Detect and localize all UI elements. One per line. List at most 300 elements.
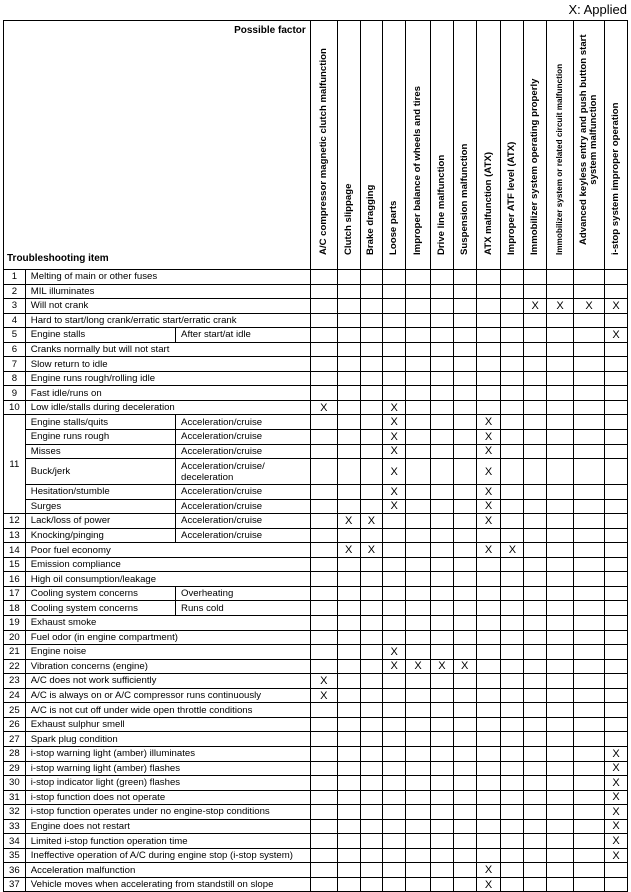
factor-cell	[431, 485, 454, 500]
factor-cell	[310, 357, 337, 372]
factor-cell	[574, 616, 605, 631]
factor-cell	[431, 703, 454, 718]
troubleshooting-item: Hard to start/long crank/erratic start/erratic crank	[25, 313, 310, 328]
factor-cell	[605, 659, 628, 674]
factor-cell	[501, 717, 524, 732]
factor-cell	[453, 790, 476, 805]
factor-cell	[337, 459, 360, 485]
factor-cell	[360, 805, 383, 820]
factor-cell	[501, 485, 524, 500]
factor-cell	[337, 270, 360, 285]
factor-cell	[406, 270, 431, 285]
factor-cell	[501, 342, 524, 357]
applied-mark: X	[390, 401, 398, 414]
factor-cell	[337, 528, 360, 543]
factor-cell	[501, 877, 524, 892]
factor-cell	[524, 877, 547, 892]
row-number: 14	[4, 543, 26, 558]
factor-cell	[310, 848, 337, 863]
factor-header-8	[501, 21, 524, 270]
factor-cell	[524, 805, 547, 820]
row-number: 21	[4, 645, 26, 660]
applied-mark: X	[612, 835, 620, 847]
factor-cell	[337, 328, 360, 343]
factor-cell	[605, 313, 628, 328]
troubleshooting-item: A/C does not work sufficiently	[25, 674, 310, 689]
factor-cell	[406, 328, 431, 343]
factor-cell	[406, 717, 431, 732]
factor-cell	[337, 400, 360, 415]
factor-cell	[453, 284, 476, 299]
factor-cell	[476, 430, 501, 445]
factor-cell	[547, 284, 574, 299]
factor-cell	[547, 805, 574, 820]
factor-cell	[383, 514, 406, 529]
factor-cell	[476, 717, 501, 732]
factor-cell	[547, 328, 574, 343]
applied-mark: X	[484, 878, 493, 891]
factor-cell	[524, 703, 547, 718]
factor-cell	[383, 848, 406, 863]
factor-cell	[547, 459, 574, 485]
factor-cell	[574, 299, 605, 314]
table-row	[4, 645, 628, 660]
factor-cell	[453, 863, 476, 878]
factor-cell	[337, 371, 360, 386]
factor-cell	[431, 805, 454, 820]
table-row	[4, 572, 628, 587]
factor-cell	[524, 430, 547, 445]
factor-cell	[383, 645, 406, 660]
applied-mark: X	[612, 747, 620, 760]
factor-cell	[310, 313, 337, 328]
factor-cell	[383, 601, 406, 616]
table-row	[4, 776, 628, 791]
applied-mark: X	[508, 544, 517, 557]
factor-cell	[310, 444, 337, 459]
factor-cell	[453, 877, 476, 892]
factor-cell	[524, 543, 547, 558]
table-row	[4, 313, 628, 328]
factor-cell	[524, 342, 547, 357]
factor-cell	[547, 877, 574, 892]
applied-mark: X	[390, 485, 398, 498]
factor-cell	[337, 572, 360, 587]
factor-cell	[310, 299, 337, 314]
factor-cell	[501, 732, 524, 747]
factor-cell	[574, 386, 605, 401]
applied-mark: X	[556, 299, 564, 312]
factor-cell	[431, 371, 454, 386]
factor-cell	[605, 485, 628, 500]
factor-cell	[476, 371, 501, 386]
factor-cell	[453, 357, 476, 372]
factor-cell	[383, 717, 406, 732]
factor-cell	[406, 674, 431, 689]
factor-label	[484, 152, 494, 255]
factor-header-9	[524, 21, 547, 270]
factor-cell	[431, 761, 454, 776]
factor-cell	[431, 572, 454, 587]
factor-cell	[383, 270, 406, 285]
factor-cell	[453, 834, 476, 849]
troubleshooting-item: Poor fuel economy	[25, 543, 310, 558]
factor-cell	[605, 528, 628, 543]
applied-mark: X	[367, 514, 376, 527]
factor-cell	[476, 528, 501, 543]
factor-cell	[310, 659, 337, 674]
factor-cell	[605, 386, 628, 401]
factor-cell	[574, 543, 605, 558]
factor-cell	[574, 790, 605, 805]
row-number: 23	[4, 674, 26, 689]
factor-cell	[431, 299, 454, 314]
factor-cell	[310, 703, 337, 718]
factor-cell	[431, 342, 454, 357]
troubleshooting-item: Limited i-stop function operation time	[25, 834, 310, 849]
factor-cell	[360, 543, 383, 558]
factor-cell	[605, 616, 628, 631]
factor-cell	[431, 270, 454, 285]
factor-cell	[406, 357, 431, 372]
factor-cell	[605, 415, 628, 430]
factor-cell	[524, 688, 547, 703]
factor-cell	[360, 819, 383, 834]
factor-cell	[453, 514, 476, 529]
factor-cell	[453, 819, 476, 834]
factor-label-line: Immobilizer system or related circuit malfunction	[555, 63, 565, 255]
applied-mark: X	[344, 514, 353, 527]
factor-cell	[337, 630, 360, 645]
troubleshooting-item: Will not crank	[25, 299, 310, 314]
row-number: 7	[4, 357, 26, 372]
factor-cell	[524, 761, 547, 776]
factor-cell	[337, 499, 360, 514]
factor-cell	[431, 499, 454, 514]
condition: Acceleration/cruise	[176, 415, 311, 430]
factor-cell	[547, 514, 574, 529]
factor-cell	[476, 877, 501, 892]
factor-cell	[547, 270, 574, 285]
factor-cell	[574, 357, 605, 372]
factor-cell	[605, 284, 628, 299]
factor-cell	[406, 761, 431, 776]
factor-cell	[574, 328, 605, 343]
factor-label	[319, 48, 329, 255]
factor-cell	[360, 732, 383, 747]
factor-cell	[431, 776, 454, 791]
factor-cell	[337, 313, 360, 328]
factor-cell	[453, 459, 476, 485]
row-number: 27	[4, 732, 26, 747]
troubleshooting-item: Engine stalls	[25, 328, 175, 343]
applied-mark: X	[484, 485, 493, 498]
row-number: 33	[4, 819, 26, 834]
row-number: 28	[4, 746, 26, 761]
factor-cell	[406, 371, 431, 386]
factor-cell	[605, 514, 628, 529]
factor-cell	[574, 342, 605, 357]
factor-cell	[383, 371, 406, 386]
legend-applied: X: Applied	[568, 2, 627, 17]
applied-mark: X	[612, 791, 620, 804]
factor-cell	[406, 732, 431, 747]
factor-cell	[383, 674, 406, 689]
table-row	[4, 543, 628, 558]
factor-cell	[547, 430, 574, 445]
factor-cell	[406, 528, 431, 543]
table-row	[4, 601, 628, 616]
row-number: 4	[4, 313, 26, 328]
factor-cell	[476, 444, 501, 459]
table-row	[4, 717, 628, 732]
factor-cell	[406, 616, 431, 631]
factor-cell	[476, 400, 501, 415]
factor-cell	[501, 543, 524, 558]
factor-cell	[406, 459, 431, 485]
troubleshooting-item: Melting of main or other fuses	[25, 270, 310, 285]
factor-cell	[547, 834, 574, 849]
factor-cell	[310, 499, 337, 514]
troubleshooting-item: Slow return to idle	[25, 357, 310, 372]
factor-label-line: system malfunction	[588, 94, 600, 185]
condition: Acceleration/cruise	[176, 444, 311, 459]
factor-cell	[383, 703, 406, 718]
factor-cell	[574, 270, 605, 285]
factor-cell	[383, 776, 406, 791]
factor-cell	[605, 746, 628, 761]
row-number: 29	[4, 761, 26, 776]
factor-cell	[453, 444, 476, 459]
applied-mark: X	[612, 849, 620, 862]
factor-cell	[547, 557, 574, 572]
factor-cell	[360, 630, 383, 645]
factor-cell	[476, 746, 501, 761]
factor-cell	[574, 444, 605, 459]
factor-cell	[524, 616, 547, 631]
factor-label-line: ATX malfunction (ATX)	[482, 151, 494, 255]
factor-cell	[605, 848, 628, 863]
factor-cell	[310, 400, 337, 415]
factor-cell	[574, 761, 605, 776]
table-row	[4, 703, 628, 718]
troubleshooting-item: Ineffective operation of A/C during engine stop (i-stop system)	[25, 848, 310, 863]
factor-cell	[310, 819, 337, 834]
factor-cell	[360, 415, 383, 430]
factor-cell	[310, 863, 337, 878]
factor-cell	[524, 819, 547, 834]
factor-cell	[360, 485, 383, 500]
factor-cell	[360, 746, 383, 761]
factor-cell	[501, 270, 524, 285]
factor-cell	[501, 674, 524, 689]
factor-cell	[547, 848, 574, 863]
factor-cell	[431, 790, 454, 805]
factor-label-line: i-stop system improper operation	[610, 102, 622, 255]
factor-cell	[524, 645, 547, 660]
troubleshooting-item: High oil consumption/leakage	[25, 572, 310, 587]
factor-cell	[501, 703, 524, 718]
factor-cell	[310, 371, 337, 386]
factor-cell	[310, 761, 337, 776]
factor-cell	[310, 342, 337, 357]
factor-cell	[501, 848, 524, 863]
factor-cell	[310, 877, 337, 892]
factor-label	[611, 103, 621, 255]
table-row	[4, 499, 628, 514]
factor-cell	[337, 688, 360, 703]
troubleshooting-item: Engine does not restart	[25, 819, 310, 834]
applied-mark: X	[484, 416, 493, 429]
factor-cell	[360, 688, 383, 703]
factor-cell	[574, 834, 605, 849]
factor-cell	[501, 761, 524, 776]
factor-cell	[453, 630, 476, 645]
factor-cell	[524, 444, 547, 459]
table-row	[4, 386, 628, 401]
factor-cell	[406, 688, 431, 703]
factor-cell	[453, 313, 476, 328]
factor-cell	[310, 528, 337, 543]
table-row	[4, 430, 628, 445]
factor-cell	[524, 313, 547, 328]
row-number: 9	[4, 386, 26, 401]
troubleshooting-item: Vibration concerns (engine)	[25, 659, 310, 674]
factor-cell	[310, 790, 337, 805]
factor-header-11	[574, 21, 605, 270]
factor-cell	[476, 270, 501, 285]
factor-cell	[406, 415, 431, 430]
factor-cell	[605, 688, 628, 703]
troubleshooting-item: Exhaust sulphur smell	[25, 717, 310, 732]
factor-cell	[337, 805, 360, 820]
factor-cell	[431, 616, 454, 631]
factor-cell	[524, 863, 547, 878]
factor-cell	[453, 543, 476, 558]
factor-header-2	[360, 21, 383, 270]
factor-cell	[383, 400, 406, 415]
factor-cell	[453, 386, 476, 401]
factor-label	[366, 185, 376, 255]
applied-mark: X	[390, 430, 398, 443]
factor-cell	[605, 834, 628, 849]
row-number: 31	[4, 790, 26, 805]
factor-cell	[383, 328, 406, 343]
factor-cell	[453, 703, 476, 718]
factor-cell	[383, 732, 406, 747]
factor-cell	[501, 645, 524, 660]
troubleshooting-item: i-stop function does not operate	[25, 790, 310, 805]
factor-cell	[605, 357, 628, 372]
factor-cell	[431, 630, 454, 645]
row-number: 1	[4, 270, 26, 285]
row-number: 19	[4, 616, 26, 631]
factor-cell	[547, 572, 574, 587]
factor-cell	[406, 790, 431, 805]
factor-cell	[337, 430, 360, 445]
factor-cell	[605, 543, 628, 558]
factor-cell	[453, 400, 476, 415]
factor-cell	[431, 688, 454, 703]
factor-cell	[574, 313, 605, 328]
troubleshooting-item: Engine stalls/quits	[25, 415, 175, 430]
factor-cell	[406, 430, 431, 445]
factor-cell	[524, 834, 547, 849]
factor-cell	[605, 703, 628, 718]
table-row	[4, 877, 628, 892]
factor-cell	[476, 776, 501, 791]
factor-cell	[574, 400, 605, 415]
row-number: 37	[4, 877, 26, 892]
table-row	[4, 586, 628, 601]
factor-cell	[574, 284, 605, 299]
factor-cell	[524, 776, 547, 791]
factor-cell	[524, 386, 547, 401]
factor-cell	[547, 790, 574, 805]
factor-header-0	[310, 21, 337, 270]
table-row	[4, 557, 628, 572]
applied-mark: X	[484, 430, 493, 443]
factor-cell	[337, 790, 360, 805]
factor-label-line: Improper ATF level (ATX)	[506, 141, 518, 255]
factor-cell	[476, 688, 501, 703]
factor-cell	[406, 284, 431, 299]
factor-cell	[574, 703, 605, 718]
factor-label	[530, 79, 540, 255]
row-number: 20	[4, 630, 26, 645]
factor-cell	[453, 499, 476, 514]
factor-cell	[476, 848, 501, 863]
factor-cell	[337, 645, 360, 660]
matrix-table	[3, 20, 628, 892]
factor-cell	[501, 459, 524, 485]
troubleshooting-item: Acceleration malfunction	[25, 863, 310, 878]
factor-cell	[453, 528, 476, 543]
factor-label-line: Clutch slippage	[342, 183, 354, 255]
condition: Runs cold	[176, 601, 311, 616]
factor-cell	[453, 732, 476, 747]
factor-label	[344, 184, 354, 255]
troubleshooting-item-label: Troubleshooting item	[7, 253, 109, 264]
factor-cell	[406, 863, 431, 878]
factor-cell	[574, 659, 605, 674]
factor-cell	[574, 459, 605, 485]
row-number: 16	[4, 572, 26, 587]
row-number: 6	[4, 342, 26, 357]
factor-cell	[383, 746, 406, 761]
table-row	[4, 848, 628, 863]
applied-mark: X	[612, 820, 620, 833]
possible-factor-label: Possible factor	[234, 25, 306, 36]
factor-cell	[524, 371, 547, 386]
factor-cell	[547, 400, 574, 415]
troubleshooting-item: Emission compliance	[25, 557, 310, 572]
factor-cell	[605, 572, 628, 587]
factor-cell	[605, 342, 628, 357]
factor-cell	[547, 444, 574, 459]
table-row	[4, 400, 628, 415]
factor-cell	[337, 776, 360, 791]
factor-cell	[547, 659, 574, 674]
factor-cell	[360, 572, 383, 587]
factor-cell	[360, 703, 383, 718]
factor-cell	[547, 415, 574, 430]
factor-cell	[431, 400, 454, 415]
applied-mark: X	[344, 544, 353, 557]
factor-cell	[547, 732, 574, 747]
factor-cell	[453, 270, 476, 285]
factor-cell	[310, 688, 337, 703]
